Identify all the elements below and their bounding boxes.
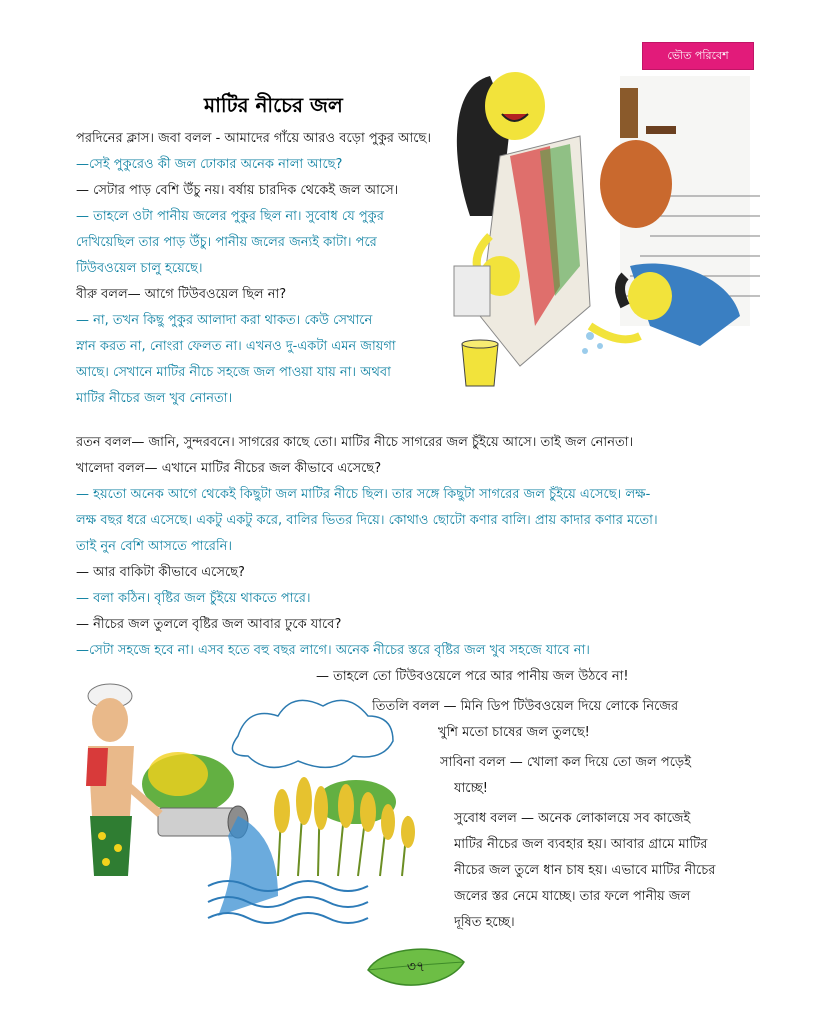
paragraph-line: স্নান করত না, নোংরা ফেলত না। এখনও দু-একটা এমন জায়গা: [76, 339, 396, 354]
paragraph-line: নীচের জল তুলে ধান চাষ হয়। এভাবে মাটির নীচের: [454, 863, 716, 878]
paragraph-line: —সেই পুকুরেও কী জল ঢোকার অনেক নালা আছে?: [76, 157, 343, 172]
paragraph-line: — হয়তো অনেক আগে থেকেই কিছুটা জল মাটির নীচে ছিল। তার সঙ্গে কিছুটা সাগরের জল চুঁইয়ে এসেছে। লক্ষ-: [76, 487, 651, 502]
women-at-water-pump-illustration: [440, 66, 790, 416]
paragraph-line: বীরু বলল— আগে টিউবওয়েল ছিল না?: [76, 287, 287, 302]
paragraph-line: — নীচের জল তুললে বৃষ্টির জল আবার ঢুকে যাবে?: [76, 617, 342, 632]
paragraph-line: সুবোধ বলল — অনেক লোকালয়ে সব কাজেই: [454, 811, 691, 826]
paragraph-line: লক্ষ বছর ধরে এসেছে। একটু একটু করে, বালির ভিতর দিয়ে। কোথাও ছোটো কণার বালি। প্রায় কাদার কণার মতো।: [76, 513, 658, 528]
paragraph-line: আছে। সেখানে মাটির নীচে সহজে জল পাওয়া যায় না। অথবা: [76, 365, 391, 380]
paragraph-line: — না, তখন কিছু পুকুর আলাদা করা থাকত। কেউ সেখানে: [76, 313, 373, 328]
paragraph-line: তিতলি বলল — মিনি ডিপ টিউবওয়েল দিয়ে লোকে নিজের: [372, 699, 679, 714]
paragraph-line: — সেটার পাড় বেশি উঁচু নয়। বর্ষায় চারদিক থেকেই জল আসে।: [76, 183, 399, 198]
paragraph-line: দেখিয়েছিল তার পাড় উঁচু। পানীয় জলের জন্যই কাটা। পরে: [76, 235, 377, 250]
paragraph-line: খালেদা বলল— এখানে মাটির নীচের জল কীভাবে এসেছে?: [76, 461, 382, 476]
paragraph-line: মাটির নীচের জল খুব নোনতা।: [76, 391, 233, 406]
paragraph-line: পরদিনের ক্লাস। জবা বলল - আমাদের গাঁয়ে আরও বড়ো পুকুর আছে।: [76, 131, 432, 146]
section-tag: ভৌত পরিবেশ: [642, 42, 754, 70]
paragraph-line: তাই নুন বেশি আসতে পারেনি।: [76, 539, 233, 554]
paragraph-line: খুশি মতো চাষের জল তুলছে!: [438, 725, 590, 740]
paragraph-line: — বলা কঠিন। বৃষ্টির জল চুঁইয়ে থাকতে পারে।: [76, 591, 311, 606]
paragraph-line: —সেটা সহজে হবে না। এসব হতে বহু বছর লাগে। অনেক নীচের স্তরে বৃষ্টির জল খুব সহজে যাবে না।: [76, 643, 590, 658]
page-title: মাটির নীচের জল: [204, 93, 343, 117]
page-number: ৩৭: [406, 959, 426, 975]
paragraph-line: দূষিত হচ্ছে।: [454, 915, 515, 930]
paragraph-line: সাবিনা বলল — খোলা কল দিয়ে তো জল পড়েই: [440, 755, 691, 770]
paragraph-line: — আর বাকিটা কীভাবে এসেছে?: [76, 565, 245, 580]
paragraph-line: মাটির নীচের জল ব্যবহার হয়। আবার গ্রামে মাটির: [454, 837, 708, 852]
page-number-leaf: [362, 940, 470, 996]
paragraph-line: — তাহলে ওটা পানীয় জলের পুকুর ছিল না। সুবোধ যে পুকুর: [76, 209, 384, 224]
paragraph-line: জলের স্তর নেমে যাচ্ছে। তার ফলে পানীয় জল: [454, 889, 691, 904]
paragraph-line: টিউবওয়েল চালু হয়েছে।: [76, 261, 203, 276]
paragraph-line: যাচ্ছে!: [454, 781, 489, 796]
paragraph-line: — তাহলে তো টিউবওয়েলে পরে আর পানীয় জল উঠবে না!: [316, 669, 629, 684]
paragraph-line: রতন বলল— জানি, সুন্দরবনে। সাগরের কাছে তো। মাটির নীচে সাগরের জল চুঁইয়ে আসে। তাই জল নোনতা।: [76, 435, 634, 450]
